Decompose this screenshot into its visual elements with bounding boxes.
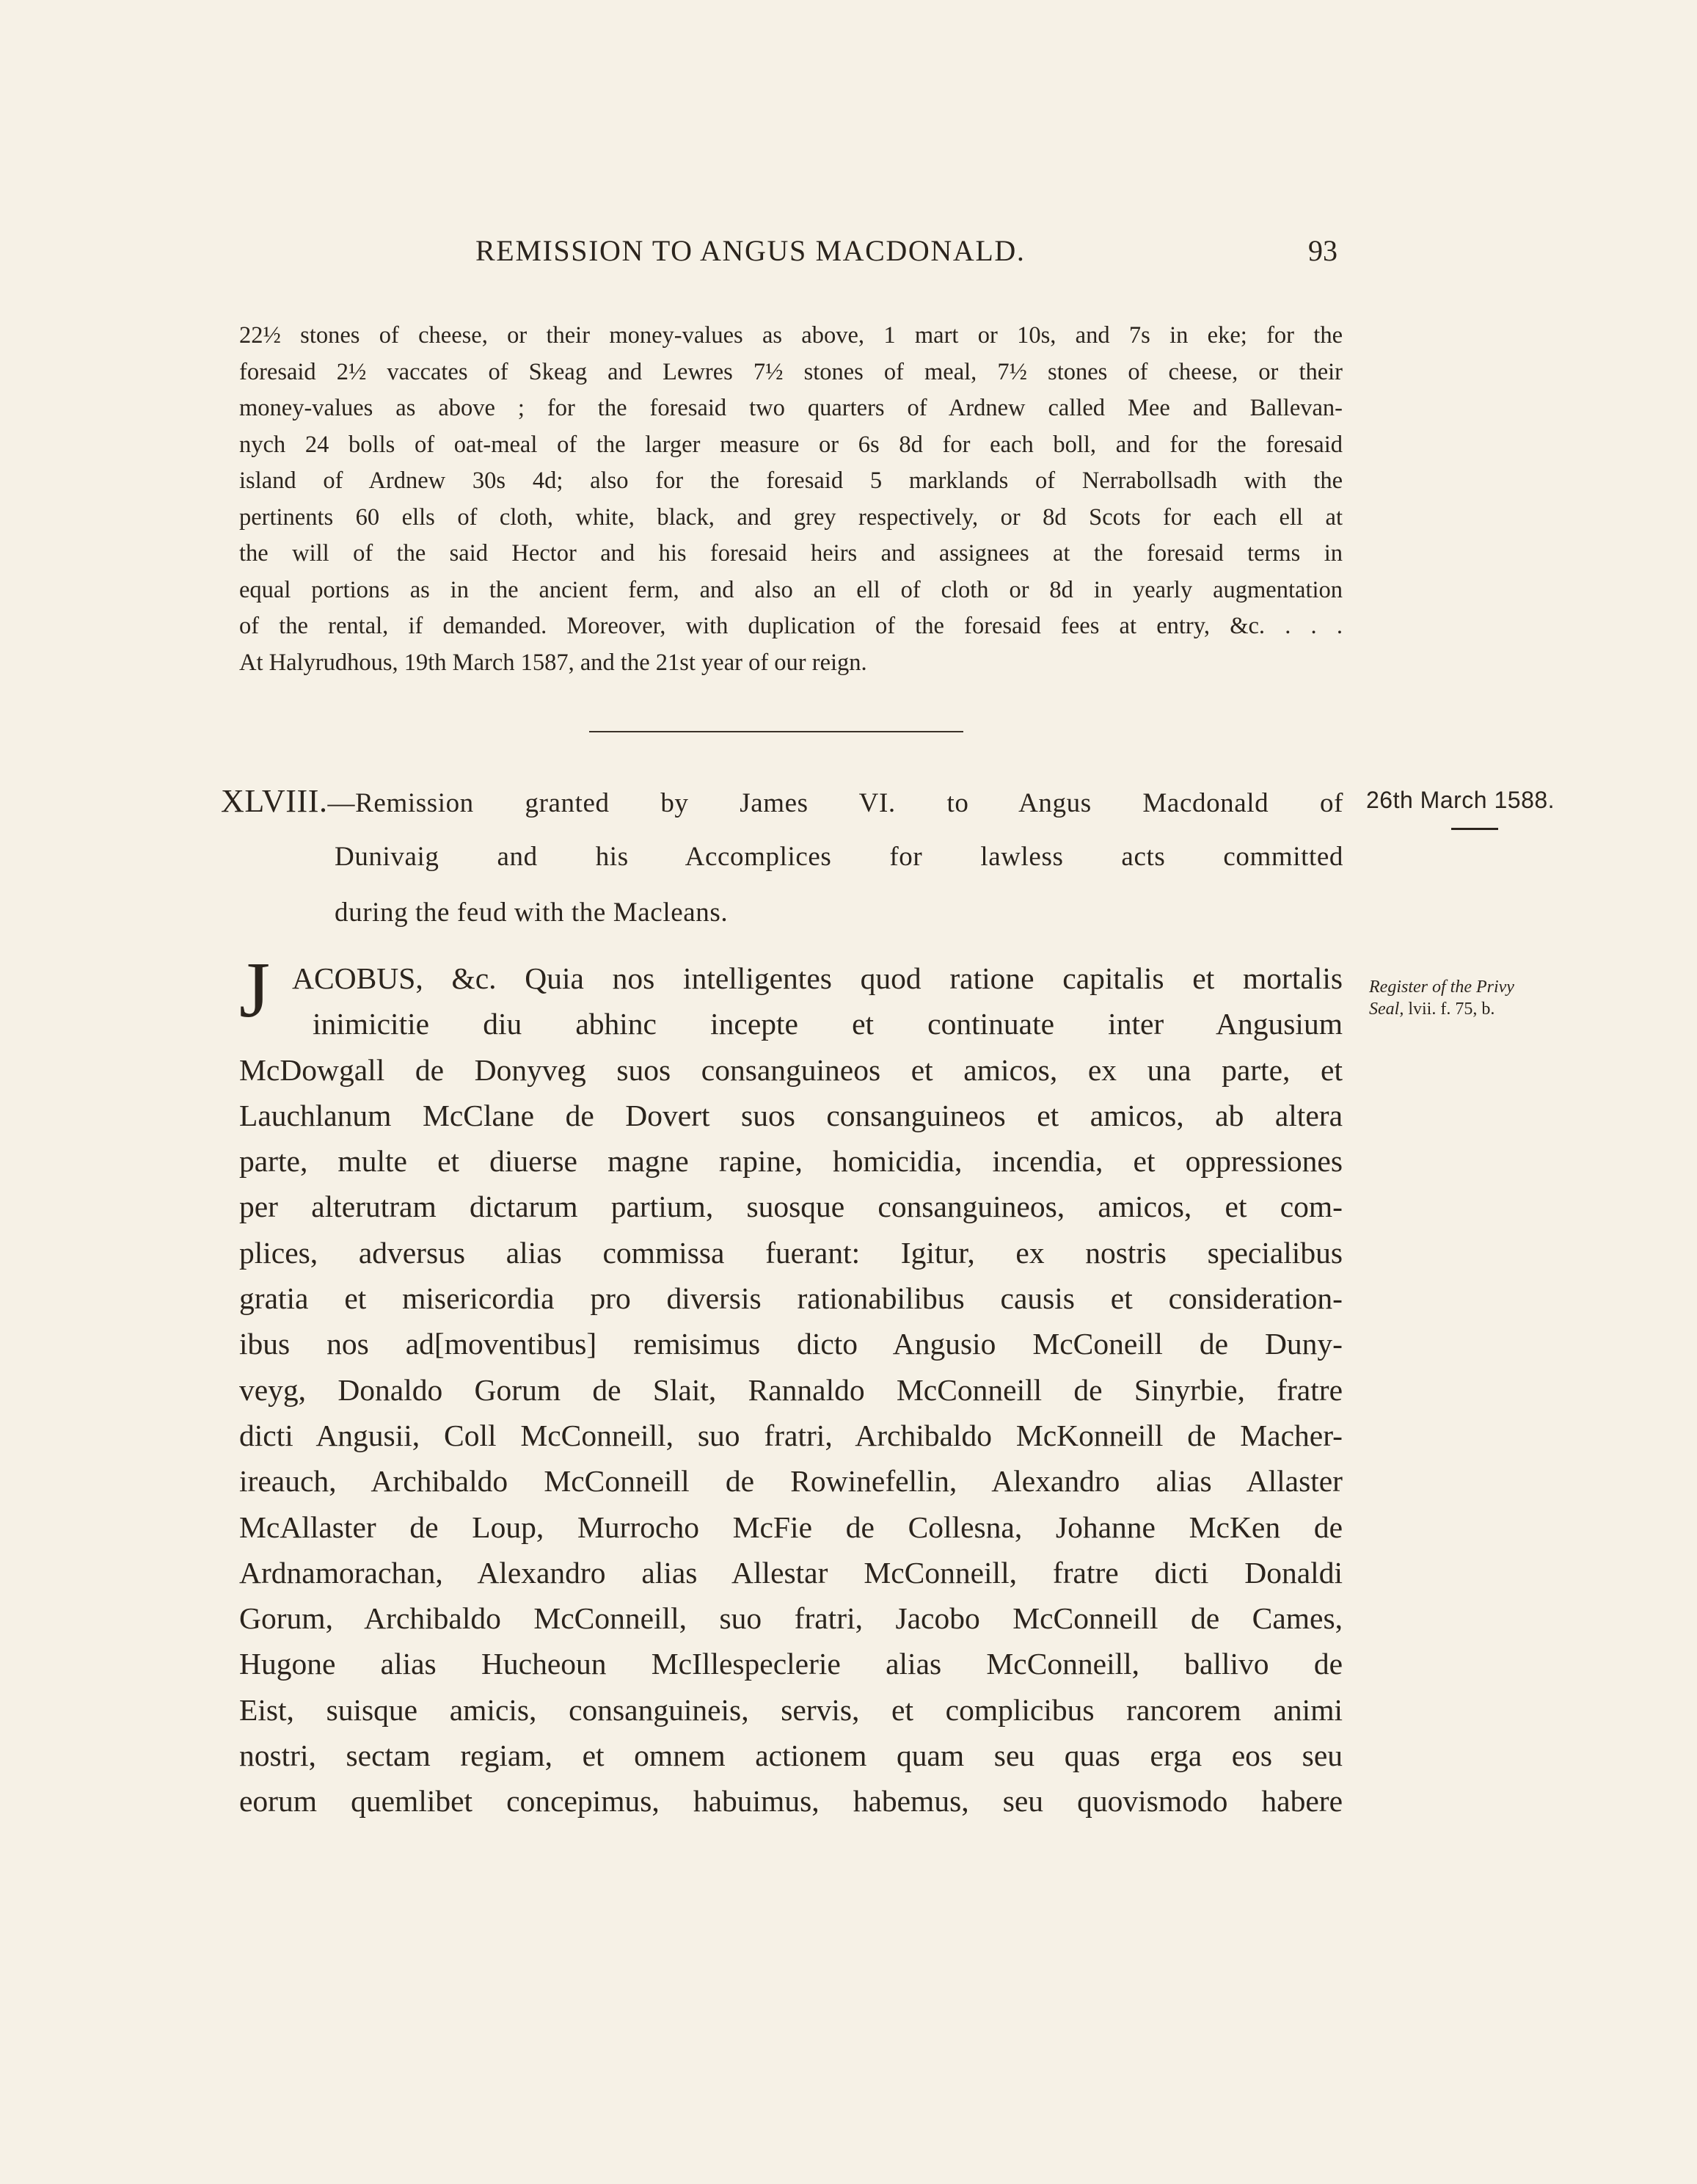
heading-line-1 — [221, 780, 1343, 836]
body-line: ireauch, Archibaldo McConneill de Rowinefellin, Alexandro alias Allaster — [239, 1464, 1343, 1499]
margin-reference-folio: lvii. f. 75, b. — [1404, 1000, 1495, 1019]
body-line: inimicitie diu abhinc incepte et continuate inter Angusium — [313, 1007, 1343, 1041]
body-line: Gorum, Archibaldo McConneill, suo fratri, Jacobo McConneill de Cames, — [239, 1601, 1343, 1636]
text-line: 22½ stones of cheese, or their money-values as above, 1 mart or 10s, and 7s in eke; for the — [239, 322, 1343, 349]
body-line: Eist, suisque amicis, consanguineis, servis, et complicibus rancorem animi — [239, 1692, 1343, 1727]
document-heading — [221, 780, 1343, 947]
body-line: per alterutram dictarum partium, suosque consanguineos, amicos, et com- — [239, 1190, 1343, 1224]
text-line: equal portions as in the ancient ferm, and also an ell of cloth or 8d in yearly augmentation — [239, 576, 1343, 603]
margin-date: 26th March 1588. — [1366, 787, 1555, 813]
body-line: dicti Angusii, Coll McConneill, suo fratri, Archibaldo McKonneill de Macher- — [239, 1418, 1343, 1452]
previous-document-text — [239, 318, 1343, 681]
page-number: 93 — [1308, 234, 1337, 267]
body-line: Hugone alias Hucheoun McIllespeclerie alias McConneill, ballivo de — [239, 1647, 1343, 1681]
heading-line-2: Dunivaig and his Accomplices for lawless acts committed — [335, 842, 1343, 872]
section-divider — [589, 731, 963, 732]
text-line: At Halyrudhous, 19th March 1587, and the 21st year of our reign. — [239, 649, 867, 676]
margin-reference-line-1: Register of the Privy — [1369, 978, 1514, 997]
running-title: REMISSION TO ANGUS MACDONALD. — [475, 234, 1026, 267]
text-line: pertinents 60 ells of cloth, white, black, and grey respectively, or 8d Scots for each ell at — [239, 503, 1343, 531]
text-line: nych 24 bolls of oat-meal of the larger measure or 6s 8d for each boll, and for the foresaid — [239, 431, 1343, 458]
body-line: gratia et misericordia pro diversis rationabilibus causis et consideration- — [239, 1281, 1343, 1316]
text-line: island of Ardnew 30s 4d; also for the foresaid 5 marklands of Nerrabollsadh with the — [239, 467, 1343, 494]
heading-line-3: during the feud with the Macleans. — [335, 898, 729, 928]
remission-text — [239, 947, 1343, 1824]
heading-text-1: —Remission granted by James VI. to Angus Macdonald of — [327, 788, 1343, 818]
body-line: ACOBUS, &c. Quia nos intelligentes quod ratione capitalis et mortalis — [292, 961, 1343, 995]
running-header — [0, 233, 1343, 277]
body-line: plices, adversus alias commissa fuerant: Igitur, ex nostris specialibus — [239, 1235, 1343, 1270]
margin-date-rule — [1451, 828, 1498, 830]
body-line: ibus nos ad[moventibus] remisimus dicto Angusio McConeill de Duny- — [239, 1327, 1343, 1361]
body-line: parte, multe et diuerse magne rapine, homicidia, incendia, et oppressiones — [239, 1144, 1343, 1179]
text-line: foresaid 2½ vaccates of Skeag and Lewres 7½ stones of meal, 7½ stones of cheese, or their — [239, 358, 1343, 385]
body-line: McAllaster de Loup, Murrocho McFie de Collesna, Johanne McKen de — [239, 1510, 1343, 1544]
body-line: Lauchlanum McClane de Dovert suos consanguineos et amicos, ab altera — [239, 1098, 1343, 1132]
body-line: veyg, Donaldo Gorum de Slait, Rannaldo McConneill de Sinyrbie, fratre — [239, 1372, 1343, 1407]
margin-reference-line-2 — [1369, 998, 1514, 1020]
text-line: the will of the said Hector and his foresaid heirs and assignees at the foresaid terms in — [239, 540, 1343, 567]
body-line: McDowgall de Donyveg suos consanguineos et amicos, ex una parte, et — [239, 1052, 1343, 1087]
body-line: nostri, sectam regiam, et omnem actionem quam seu quas erga eos seu — [239, 1739, 1343, 1773]
drop-cap: J — [239, 947, 271, 1034]
text-line: of the rental, if demanded. Moreover, with duplication of the foresaid fees at entry, &c. . . . — [239, 613, 1343, 639]
margin-reference — [1369, 976, 1514, 1020]
body-line: eorum quemlibet concepimus, habuimus, habemus, seu quovismodo habere — [239, 1784, 1343, 1819]
text-line: money-values as above ; for the foresaid two quarters of Ardnew called Mee and Ballevan- — [239, 395, 1343, 421]
margin-reference-seal: Seal, — [1369, 1000, 1404, 1019]
body-line: Ardnamorachan, Alexandro alias Allestar McConneill, fratre dicti Donaldi — [239, 1555, 1343, 1590]
heading-numeral: XLVIII. — [221, 783, 328, 819]
